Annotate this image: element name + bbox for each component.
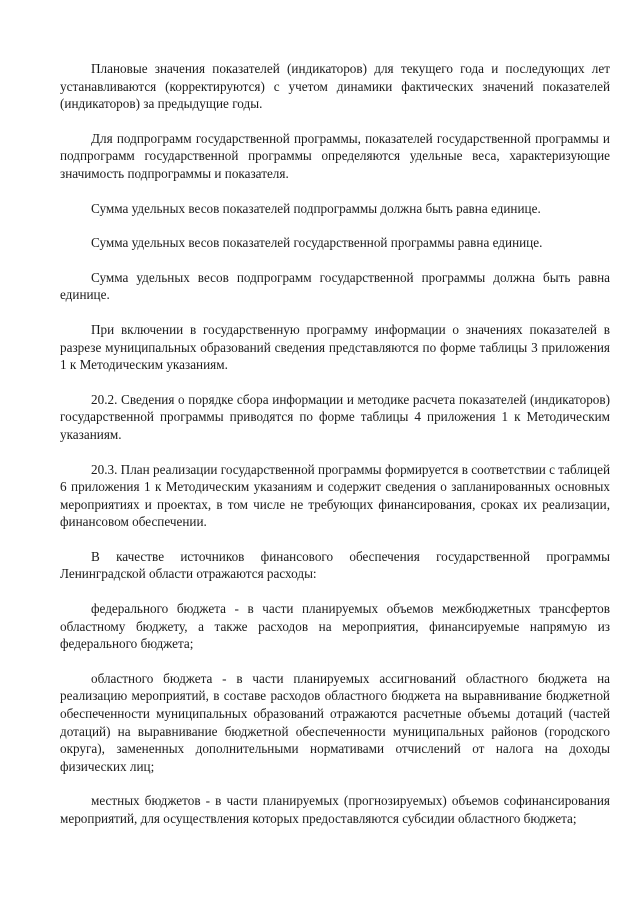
paragraph-section-20-3: 20.3. План реализации государственной программы формируется в соответствии с таблицей 6 приложения 1 к Методическим указаниям и содержит сведения о запланированных основных мероприятиях и проектах, в том числе не требующих финансирования, сроках их реализации, финансовом обеспечении. [60,461,610,530]
paragraph-municipal-indicators: При включении в государственную программу информации о значениях показателей в разрезе муниципальных образований сведения представляются по форме таблицы 3 приложения 1 к Методическим указаниям. [60,321,610,373]
paragraph-federal-budget: федерального бюджета - в части планируемых объемов межбюджетных трансфертов областному бюджету, а также расходов на мероприятия, финансируемые напрямую из федерального бюджета; [60,601,610,652]
paragraph-funding-sources: В качестве источников финансового обеспечения государственной программы Ленинградской области отражаются расходы: [60,548,610,582]
paragraph-subprogram-weights-sum: Сумма удельных весов показателей подпрограммы должна быть равна единице. [91,200,541,216]
paragraph-subprograms-sum: Сумма удельных весов подпрограмм государственной программы должна быть равна единице. [60,269,610,303]
paragraph-regional-budget: областного бюджета - в части планируемых ассигнований областного бюджета на реализацию мероприятий, в составе расходов областного бюджета на выравнивание бюджетной обеспеченности муниципальных образований отражаются расчетные объемы дотаций (частей дотаций) на выравнивание бюджетной обеспеченности муниципальных районов (городского округа), замененных дополнительными нормативами отчислений от налога на доходы физических лиц; [60,670,610,774]
paragraph-local-budgets: местных бюджетов - в части планируемых (прогнозируемых) объемов софинансирования мероприятий, для осуществления которых предоставляются субсидии областного бюджета; [60,793,610,826]
paragraph-planned-values: Плановые значения показателей (индикаторов) для текущего года и последующих лет устанавливаются (корректируются) с учетом динамики фактических значений показателей (индикаторов) за предыдущие годы. [60,61,610,112]
paragraph-specific-weights: Для подпрограмм государственной программы, показателей государственной программы и подпрограмм государственной программы определяются удельные веса, характеризующие значимость подпрограммы и показателя. [60,130,610,181]
paragraph-section-20-2: 20.2. Сведения о порядке сбора информации и методике расчета показателей (индикаторов) государственной программы приводятся по форме таблицы 4 приложения 1 к Методическим указаниям. [60,391,610,442]
paragraph-program-weights-sum: Сумма удельных весов показателей государственной программы равна единице. [91,235,543,251]
